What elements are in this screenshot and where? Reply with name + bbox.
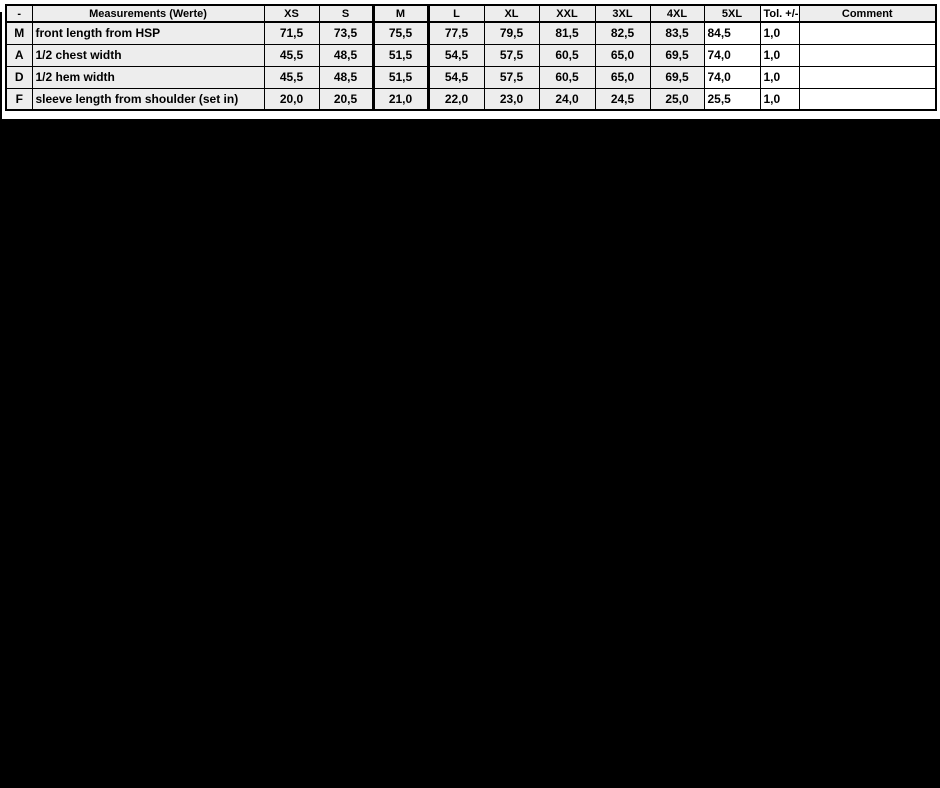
measurement-value-m: 51,5 <box>373 44 428 66</box>
measurement-value-s: 20,5 <box>319 88 373 110</box>
measurement-value-xxl: 24,0 <box>539 88 595 110</box>
measurement-value-3xl: 82,5 <box>595 22 650 44</box>
size-xl-header: XL <box>484 5 539 22</box>
measurement-value-5xl: 84,5 <box>704 22 760 44</box>
measurement-value-s: 48,5 <box>319 44 373 66</box>
document-page <box>0 0 940 119</box>
measurement-value-xl: 57,5 <box>484 44 539 66</box>
table-header-row <box>6 5 936 22</box>
comment-cell <box>799 44 936 66</box>
measurement-value-3xl: 65,0 <box>595 44 650 66</box>
measurement-value-m: 51,5 <box>373 66 428 88</box>
size-l-header: L <box>428 5 484 22</box>
measurement-name: front length from HSP <box>32 22 264 44</box>
tolerance-value: 1,0 <box>760 66 799 88</box>
measurement-row <box>6 22 936 44</box>
measurement-value-xl: 57,5 <box>484 66 539 88</box>
measurement-value-m: 21,0 <box>373 88 428 110</box>
measurement-code: A <box>6 44 32 66</box>
size-s-header: S <box>319 5 373 22</box>
measurement-value-5xl: 25,5 <box>704 88 760 110</box>
measurement-value-4xl: 69,5 <box>650 44 704 66</box>
measurement-value-s: 48,5 <box>319 66 373 88</box>
size-3xl-header: 3XL <box>595 5 650 22</box>
measurement-value-5xl: 74,0 <box>704 66 760 88</box>
comment-cell <box>799 66 936 88</box>
measurement-value-xs: 45,5 <box>264 44 319 66</box>
measurement-value-xl: 23,0 <box>484 88 539 110</box>
tolerance-value: 1,0 <box>760 88 799 110</box>
measurement-value-m: 75,5 <box>373 22 428 44</box>
measurement-value-s: 73,5 <box>319 22 373 44</box>
size-xxl-header: XXL <box>539 5 595 22</box>
measurement-name: 1/2 chest width <box>32 44 264 66</box>
page-edge-shadow <box>0 12 2 119</box>
measurement-value-l: 54,5 <box>428 44 484 66</box>
measurement-value-l: 54,5 <box>428 66 484 88</box>
comment-cell <box>799 88 936 110</box>
measurement-value-l: 22,0 <box>428 88 484 110</box>
measurement-code: F <box>6 88 32 110</box>
measurement-code: D <box>6 66 32 88</box>
comment-cell <box>799 22 936 44</box>
measurement-value-xxl: 81,5 <box>539 22 595 44</box>
comment-column-header: Comment <box>799 5 936 22</box>
tolerance-value: 1,0 <box>760 22 799 44</box>
measurements-column-header: Measurements (Werte) <box>32 5 264 22</box>
measurement-value-xs: 71,5 <box>264 22 319 44</box>
measurement-value-xs: 45,5 <box>264 66 319 88</box>
size-m-header: M <box>373 5 428 22</box>
measurement-table <box>5 4 937 111</box>
measurement-value-3xl: 65,0 <box>595 66 650 88</box>
tolerance-header: Tol. +/- <box>760 5 799 22</box>
measurement-name: 1/2 hem width <box>32 66 264 88</box>
measurement-value-4xl: 69,5 <box>650 66 704 88</box>
measurement-value-3xl: 24,5 <box>595 88 650 110</box>
measurement-value-l: 77,5 <box>428 22 484 44</box>
measurement-value-xxl: 60,5 <box>539 44 595 66</box>
measurement-value-5xl: 74,0 <box>704 44 760 66</box>
measurement-value-4xl: 83,5 <box>650 22 704 44</box>
dash-column-header: - <box>6 5 32 22</box>
table-body <box>6 22 936 110</box>
measurement-row <box>6 44 936 66</box>
measurement-value-xxl: 60,5 <box>539 66 595 88</box>
measurement-row <box>6 88 936 110</box>
measurement-row <box>6 66 936 88</box>
measurement-name: sleeve length from shoulder (set in) <box>32 88 264 110</box>
size-4xl-header: 4XL <box>650 5 704 22</box>
size-xs-header: XS <box>264 5 319 22</box>
measurement-code: M <box>6 22 32 44</box>
measurement-value-xs: 20,0 <box>264 88 319 110</box>
measurement-value-xl: 79,5 <box>484 22 539 44</box>
tolerance-value: 1,0 <box>760 44 799 66</box>
measurement-value-4xl: 25,0 <box>650 88 704 110</box>
size-5xl-header: 5XL <box>704 5 760 22</box>
